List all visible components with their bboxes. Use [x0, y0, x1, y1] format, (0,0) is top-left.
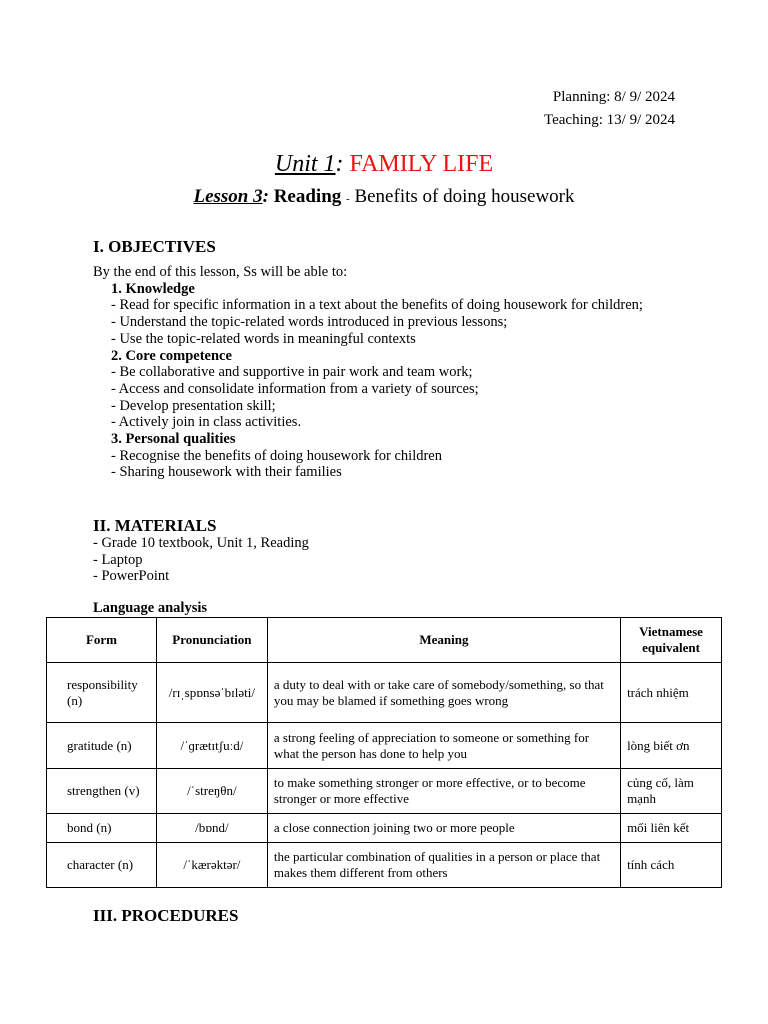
teaching-date: Teaching: 13/ 9/ 2024	[543, 112, 675, 128]
knowledge-heading: 1. Knowledge	[111, 280, 195, 297]
materials-list	[93, 535, 653, 585]
cell-meaning: a close connection joining two or more people	[267, 814, 620, 843]
table-row	[47, 843, 722, 888]
materials-heading: II. MATERIALS	[93, 516, 217, 535]
cell-vietnamese: tính cách	[621, 843, 722, 888]
lesson-dash: -	[346, 193, 350, 205]
column-header-vietnamese: Vietnamese equivalent	[621, 618, 722, 663]
lesson-label: Lesson 3	[193, 186, 263, 207]
table-row	[47, 814, 722, 843]
list-item: - Develop presentation skill;	[111, 397, 276, 414]
cell-form: character (n)	[47, 843, 157, 888]
cell-pronunciation: /bɒnd/	[156, 814, 267, 843]
lesson-title	[0, 184, 768, 212]
table-row	[47, 769, 722, 814]
list-item: - Actively join in class activities.	[111, 414, 302, 431]
cell-meaning: a duty to deal with or take care of somebody/something, so that you may be blamed if something goes wrong	[267, 663, 620, 723]
cell-meaning: a strong feeling of appreciation to someone or something for what the person has done to help you	[267, 723, 620, 769]
cell-form: gratitude (n)	[47, 723, 157, 769]
table-row	[47, 663, 722, 723]
planning-date: Planning: 8/ 9/ 2024	[552, 89, 675, 105]
lesson-colon: :	[262, 186, 269, 207]
procedures-heading: III. PROCEDURES	[93, 906, 239, 925]
cell-pronunciation: /ˈkærəktər/	[156, 843, 267, 888]
list-item: - Grade 10 textbook, Unit 1, Reading	[93, 535, 309, 551]
cell-form: strengthen (v)	[47, 769, 157, 814]
cell-meaning: the particular combination of qualities in a person or place that makes them different from others	[267, 843, 620, 888]
language-analysis-heading: Language analysis	[93, 600, 208, 616]
language-analysis-table	[46, 617, 722, 888]
table-row	[47, 723, 722, 769]
core-competence-heading: 2. Core competence	[111, 347, 232, 364]
unit-label: Unit 1	[274, 151, 336, 177]
cell-form: bond (n)	[47, 814, 157, 843]
cell-pronunciation: /ˈstreŋθn/	[156, 769, 267, 814]
list-item: - PowerPoint	[93, 568, 170, 585]
lesson-topic: Benefits of doing housework	[354, 186, 575, 207]
unit-colon: :	[335, 151, 344, 177]
list-item: - Laptop	[93, 551, 143, 568]
column-header-pronunciation: Pronunciation	[156, 618, 267, 663]
cell-vietnamese: lòng biết ơn	[621, 723, 722, 769]
list-item: - Sharing housework with their families	[111, 464, 342, 481]
personal-qualities-heading: 3. Personal qualities	[111, 431, 236, 448]
unit-title	[0, 148, 768, 180]
objectives-heading: I. OBJECTIVES	[93, 237, 216, 256]
list-item: - Understand the topic-related words introduced in previous lessons;	[111, 314, 508, 331]
cell-meaning: to make something stronger or more effective, or to become stronger or more effective	[267, 769, 620, 814]
objectives-body	[93, 264, 653, 481]
cell-vietnamese: trách nhiệm	[621, 663, 722, 723]
list-item: - Recognise the benefits of doing housework for children	[111, 447, 442, 464]
list-item: - Use the topic-related words in meaningful contexts	[111, 330, 416, 347]
lesson-dates	[544, 86, 675, 132]
knowledge-section	[93, 281, 653, 481]
column-header-form: Form	[47, 618, 157, 663]
cell-pronunciation: /rɪˌspɒnsəˈbɪləti/	[156, 663, 267, 723]
table-header-row	[47, 618, 722, 663]
objectives-intro: By the end of this lesson, Ss will be able to:	[93, 264, 348, 280]
cell-pronunciation: /ˈɡrætɪtʃuːd/	[156, 723, 267, 769]
cell-form: responsibility (n)	[47, 663, 157, 723]
list-item: - Read for specific information in a text about the benefits of doing housework for children;	[111, 297, 643, 314]
list-item: - Be collaborative and supportive in pair work and team work;	[111, 364, 473, 381]
list-item: - Access and consolidate information from a variety of sources;	[111, 380, 479, 397]
column-header-meaning: Meaning	[267, 618, 620, 663]
unit-name: FAMILY LIFE	[349, 151, 494, 177]
lesson-skill: Reading	[273, 186, 342, 207]
cell-vietnamese: củng cố, làm mạnh	[621, 769, 722, 814]
cell-vietnamese: mối liên kết	[621, 814, 722, 843]
